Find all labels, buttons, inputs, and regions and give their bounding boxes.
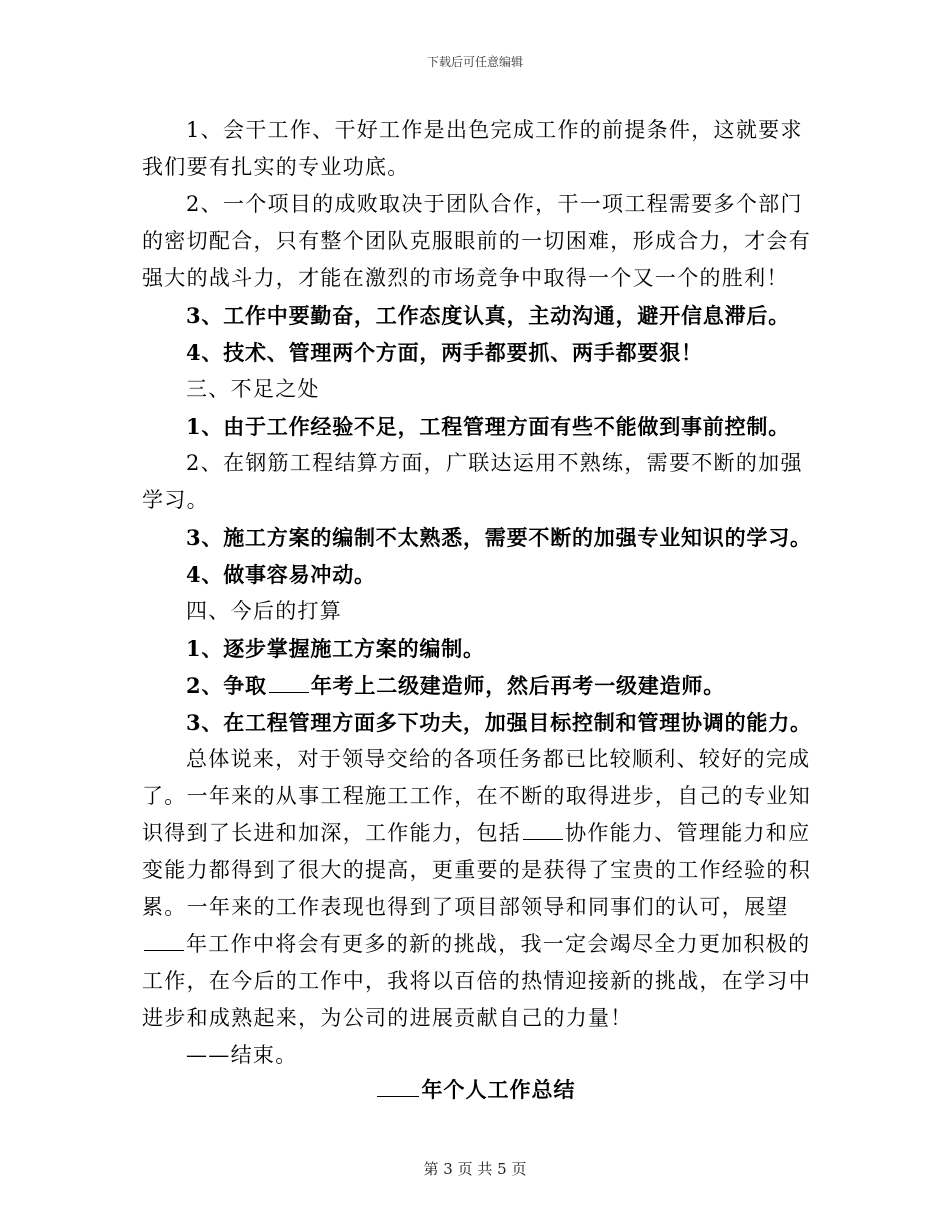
paragraph: 3、工作中要勤奋，工作态度认真，主动沟通，避开信息滞后。 xyxy=(186,303,791,328)
section-heading: 三、不足之处 xyxy=(186,377,320,401)
page-header: 下载后可任意编辑 xyxy=(426,55,523,69)
paragraph: 2、在钢筋工程结算方面，广联达运用不熟练，需要不断的加强学习。 xyxy=(142,451,803,512)
paragraph: 1、会干工作、干好工作是出色完成工作的前提条件，这就要求我们要有扎实的专业功底。 xyxy=(142,118,803,179)
paragraph: 2、一个项目的成败取决于团队合作，干一项工程需要多个部门的密切配合，只有整个团队克服眼前的一切困难，形成合力，才会有强大的战斗力，才能在激烈的市场竞争中取得一个又一个的胜利！ xyxy=(142,192,811,290)
paragraph: 3、施工方案的编制不太熟悉，需要不断的加强专业知识的学习。 xyxy=(186,525,812,550)
paragraph-text: 2、争取 xyxy=(186,673,267,698)
section-heading: 四、今后的打算 xyxy=(186,599,343,623)
paragraph: 4、做事容易冲动。 xyxy=(186,562,376,587)
paragraph-text: 年考上二级建造师，然后再考一级建造师。 xyxy=(310,673,726,698)
fill-blank xyxy=(523,821,563,840)
paragraph: 1、由于工作经验不足，工程管理方面有些不能做到事前控制。 xyxy=(186,414,791,439)
document-body xyxy=(142,112,812,1074)
page-number: 第 3 页 共 5 页 xyxy=(423,1160,527,1178)
paragraph: ——结束。 xyxy=(186,1043,298,1067)
paragraph-text: 总体说来，对于领导交给的各项任务都已比较顺利、较好的完成了。一年来的从事工程施工工作，在不断的取得进步，自己的专业知识得到了长进和加深，工作能力，包括 xyxy=(142,747,811,845)
fill-blank xyxy=(269,674,309,693)
fill-blank xyxy=(144,932,184,951)
paragraph-text: 年工作中将会有更多的新的挑战，我一定会竭尽全力更加积极的工作，在今后的工作中，我将以百倍的热情迎接新的挑战，在学习中进步和成熟起来，为公司的进展贡献自己的力量！ xyxy=(142,932,811,1030)
paragraph: 1、逐步掌握施工方案的编制。 xyxy=(186,636,485,661)
fill-blank xyxy=(377,1078,419,1097)
paragraph xyxy=(142,667,812,704)
paragraph xyxy=(142,741,812,1037)
title-text: 年个人工作总结 xyxy=(421,1077,576,1102)
paragraph: 3、在工程管理方面多下功夫，加强目标控制和管理协调的能力。 xyxy=(186,710,812,735)
section-title xyxy=(0,1074,950,1104)
paragraph-text: 协作能力、管理能力和应变能力都得到了很大的提高，更重要的是获得了宝贵的工作经验的积累。一年来的工作表现也得到了项目部领导和同事们的认可，展望 xyxy=(142,821,811,919)
paragraph: 4、技术、管理两个方面，两手都要抓、两手都要狠！ xyxy=(186,340,703,365)
